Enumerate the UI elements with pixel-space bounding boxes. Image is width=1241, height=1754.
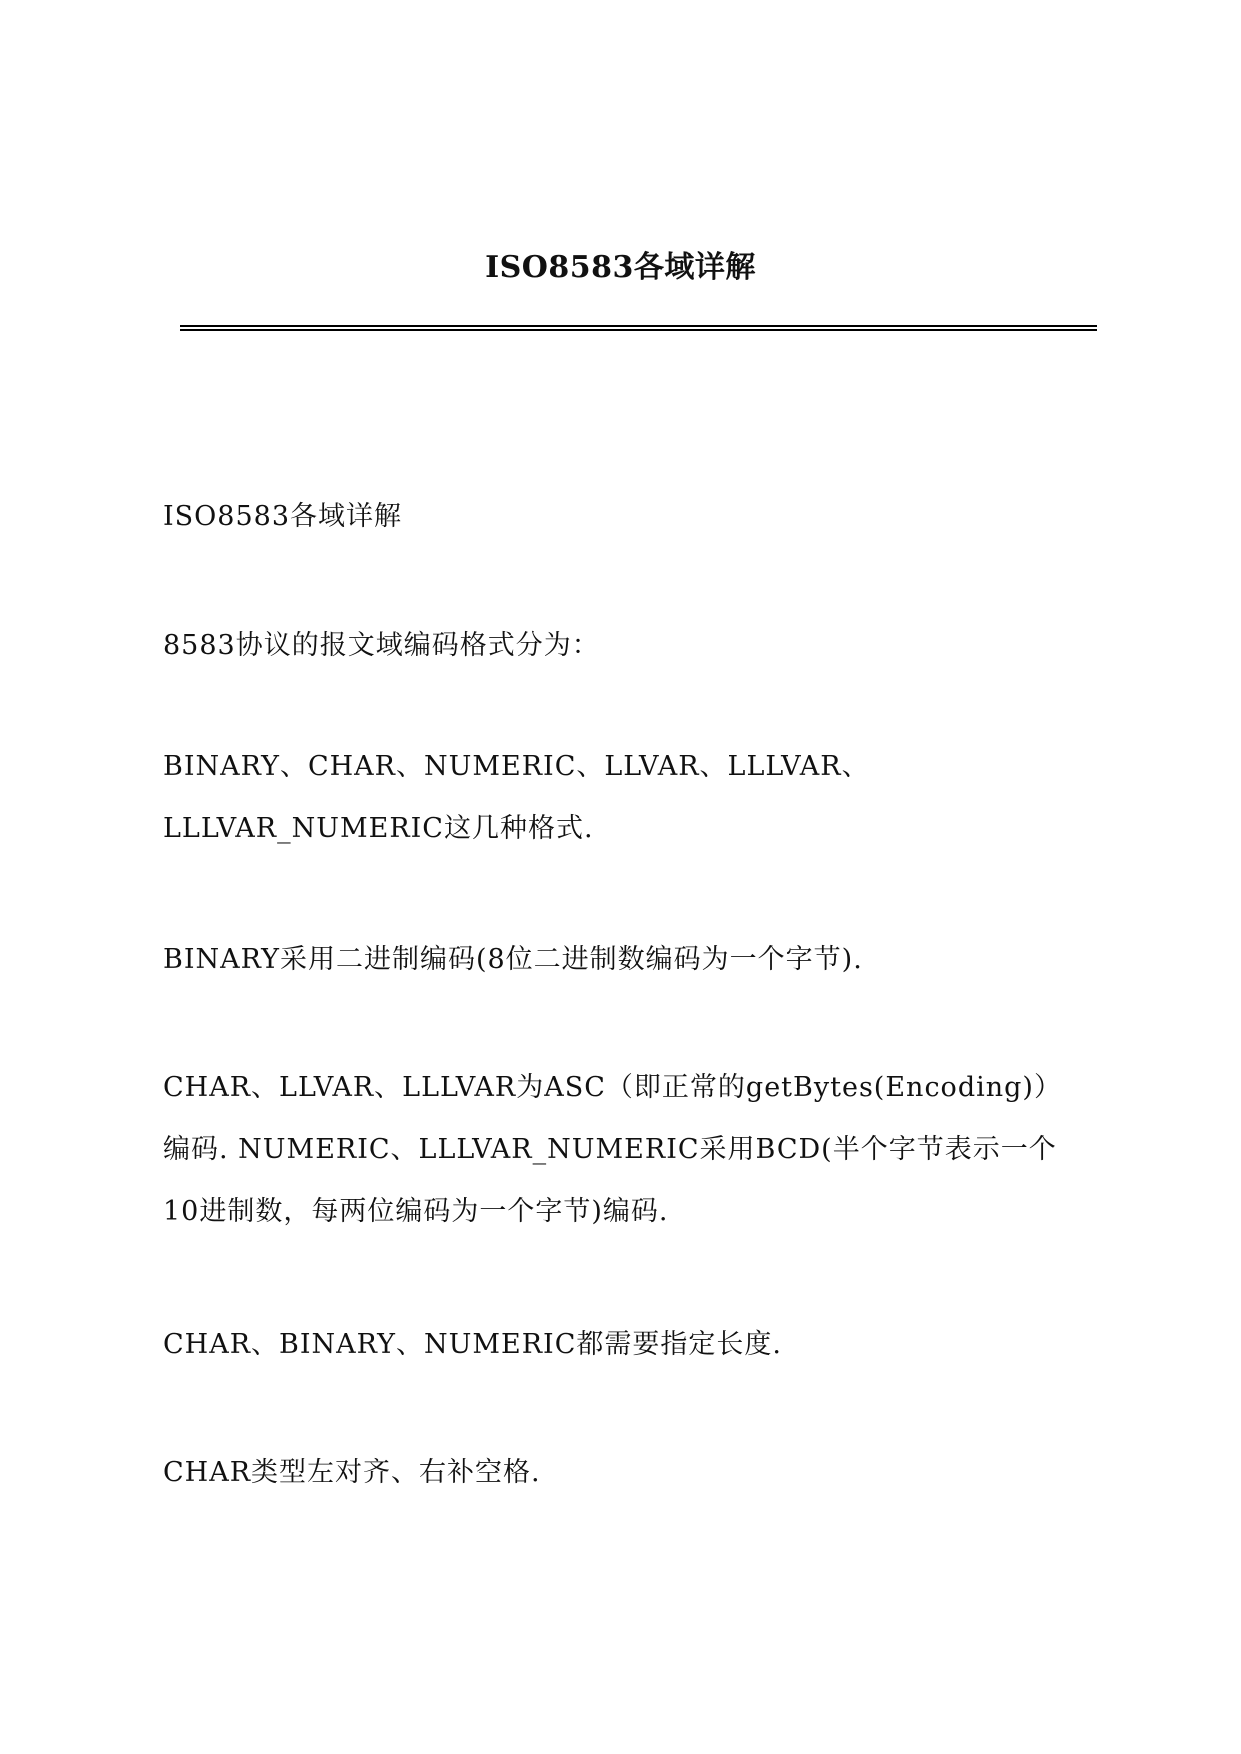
paragraph-format-list: BINARY、CHAR、NUMERIC、LLVAR、LLLVAR、LLLVAR_NUMERIC这几种格式. <box>163 751 870 844</box>
paragraph-heading-repeat: ISO8583各域详解 <box>163 501 403 532</box>
paragraph-binary: BINARY采用二进制编码(8位二进制数编码为一个字节). <box>163 944 863 975</box>
document-title: ISO8583各域详解 <box>485 250 756 285</box>
paragraph-length-required: CHAR、BINARY、NUMERIC都需要指定长度. <box>163 1329 782 1360</box>
paragraph-char-alignment: CHAR类型左对齐、右补空格. <box>163 1457 541 1488</box>
paragraph-format-intro: 8583协议的报文域编码格式分为： <box>163 630 600 661</box>
paragraph-char-numeric-encoding: CHAR、LLVAR、LLLVAR为ASC（即正常的getBytes(Encoding)）编码. NUMERIC、LLLVAR_NUMERIC采用BCD(半个字节表示一个10进制数，每两位编码为一个字节)编码. <box>163 1072 1062 1227</box>
title-double-rule <box>180 325 1097 331</box>
